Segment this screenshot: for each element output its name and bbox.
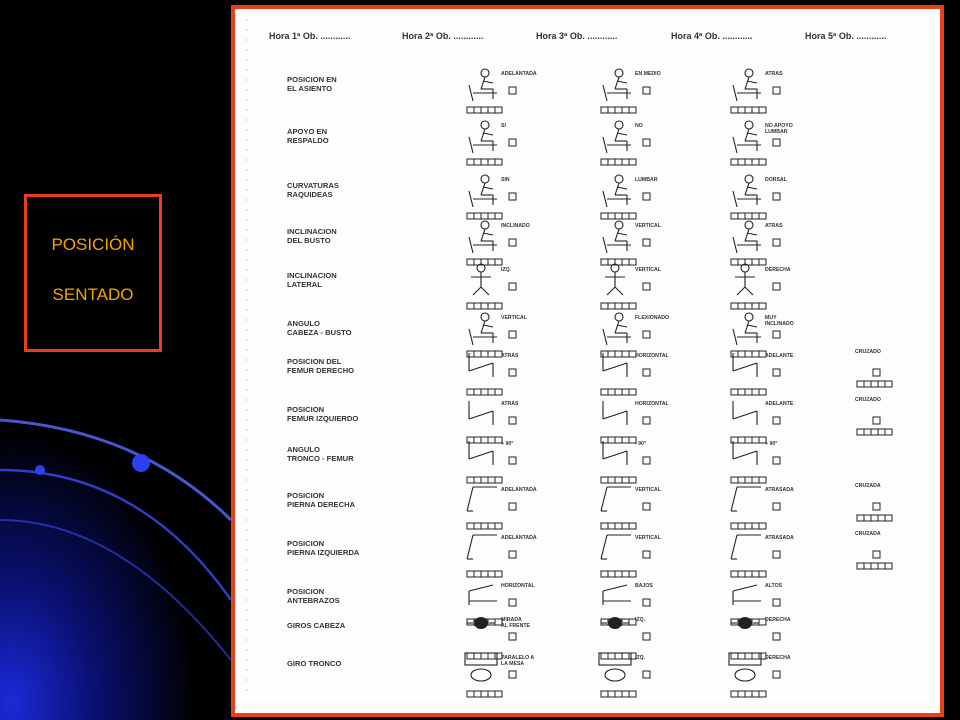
option-cell[interactable] [463, 173, 523, 221]
leg-crossed-icon [853, 531, 913, 579]
row-label: INCLINACION DEL BUSTO [287, 227, 337, 245]
option-label: CRUZADO [855, 349, 881, 355]
header-hora-1: Hora 1ª Ob. ............ [269, 31, 351, 41]
row-label: ANGULO TRONCO - FEMUR [287, 445, 354, 463]
option-label: VERTICAL [635, 223, 661, 229]
option-cell[interactable] [853, 397, 913, 445]
option-cell[interactable] [853, 483, 913, 531]
option-label: CRUZADA [855, 531, 881, 537]
row-label: ANGULO CABEZA - BUSTO [287, 319, 352, 337]
option-cell[interactable] [853, 349, 913, 397]
option-label: IZQ. [635, 617, 646, 623]
option-label: VERTICAL [635, 267, 661, 273]
option-label: MUY INCLINADO [765, 315, 794, 327]
row-label: POSICION PIERNA IZQUIERDA [287, 539, 360, 557]
option-label: NO APOYO LUMBAR [765, 123, 793, 135]
row-label: POSICION DEL FEMUR DERECHO [287, 357, 355, 375]
option-label: EN MEDIO [635, 71, 661, 77]
option-label: ATRAS [765, 223, 783, 229]
option-label: DERECHA [765, 655, 791, 661]
header-hora-4: Hora 4ª Ob. ............ [671, 31, 753, 41]
option-label: ADELANTE [765, 353, 794, 359]
option-label: IZQ. [501, 267, 512, 273]
option-label: FLEXIONADO [635, 315, 670, 321]
option-label: VERTICAL [635, 487, 661, 493]
option-label: HORIZONTAL [635, 353, 669, 359]
row-label: APOYO EN RESPALDO [287, 127, 329, 145]
option-label: ALTOS [765, 583, 783, 589]
row-label: CURVATURAS RAQUIDEAS [287, 181, 339, 199]
option-label: ATRAS [501, 401, 519, 407]
option-label: ADELANTADA [501, 535, 537, 541]
option-label: DORSAL [765, 177, 787, 183]
row-label: GIRO TRONCO [287, 659, 342, 668]
option-label: ADELANTADA [501, 71, 537, 77]
femur-crossed-icon [853, 349, 913, 397]
option-label: BAJOS [635, 583, 653, 589]
option-label: CRUZADO [855, 397, 881, 403]
row-label: POSICION EN EL ASIENTO [287, 75, 337, 93]
option-label: + 90° [765, 441, 778, 447]
option-label: VERTICAL [635, 535, 661, 541]
option-label: SIN [501, 177, 510, 183]
option-label: HORIZONTAL [635, 401, 669, 407]
option-label: DERECHA [765, 267, 791, 273]
header-hora-3: Hora 3ª Ob. ............ [536, 31, 618, 41]
swoosh-dot-large [132, 454, 150, 472]
slide-title-line2: SENTADO [52, 285, 134, 304]
option-label: + 90° [501, 441, 514, 447]
row-label: POSICION ANTEBRAZOS [287, 587, 340, 605]
option-label: LUMBAR [635, 177, 658, 183]
option-label: ADELANTE [765, 401, 794, 407]
option-label: ATRASADA [765, 535, 794, 541]
option-label: VERTICAL [501, 315, 527, 321]
option-label: SI [501, 123, 506, 129]
lateral-left-icon [463, 263, 523, 311]
trunk-femur-angle-icon [727, 437, 787, 485]
trunk-femur-angle-icon [463, 437, 523, 485]
option-label: DERECHA [765, 617, 791, 623]
swoosh-dot-small [35, 465, 45, 475]
row-label: GIROS CABEZA [287, 621, 346, 630]
option-label: IZQ. [635, 655, 646, 661]
row-label: POSICION FEMUR IZQUIERDO [287, 405, 359, 423]
option-label: - 90° [635, 441, 647, 447]
spine-straight-icon [463, 173, 523, 221]
option-label: ATRAS [501, 353, 519, 359]
option-cell[interactable] [853, 531, 913, 579]
observation-form-sheet [231, 5, 944, 717]
option-cell[interactable] [597, 651, 657, 699]
header-hora-5: Hora 5ª Ob. ............ [805, 31, 887, 41]
option-label: INCLINADO [501, 223, 530, 229]
option-label: ATRASADA [765, 487, 794, 493]
option-cell[interactable] [463, 437, 523, 485]
leg-crossed-icon [853, 483, 913, 531]
option-cell[interactable] [727, 437, 787, 485]
header-hora-2: Hora 2ª Ob. ............ [402, 31, 484, 41]
option-label: MIRADA AL FRENTE [501, 617, 531, 629]
slide-title-box [24, 194, 162, 352]
backrest-support-no-icon [597, 119, 657, 167]
row-label: POSICION PIERNA DERECHA [287, 491, 356, 509]
trunk-left-icon [597, 651, 657, 699]
trunk-femur-angle-icon [597, 437, 657, 485]
option-label: HORIZONTAL [501, 583, 535, 589]
row-label: INCLINACION LATERAL [287, 271, 337, 289]
option-cell[interactable] [597, 437, 657, 485]
option-label: ADELANTADA [501, 487, 537, 493]
slide-title-line1: POSICIÓN [51, 235, 135, 254]
option-cell[interactable] [463, 263, 523, 311]
femur-crossed-icon [853, 397, 913, 445]
backrest-support-yes-icon [463, 119, 523, 167]
option-label: NO [635, 123, 643, 129]
option-label: ATRAS [765, 71, 783, 77]
option-label: CRUZADA [855, 483, 881, 489]
option-label: PARALELO A LA MESA [501, 655, 535, 667]
option-cell[interactable] [463, 119, 523, 167]
option-cell[interactable] [597, 119, 657, 167]
